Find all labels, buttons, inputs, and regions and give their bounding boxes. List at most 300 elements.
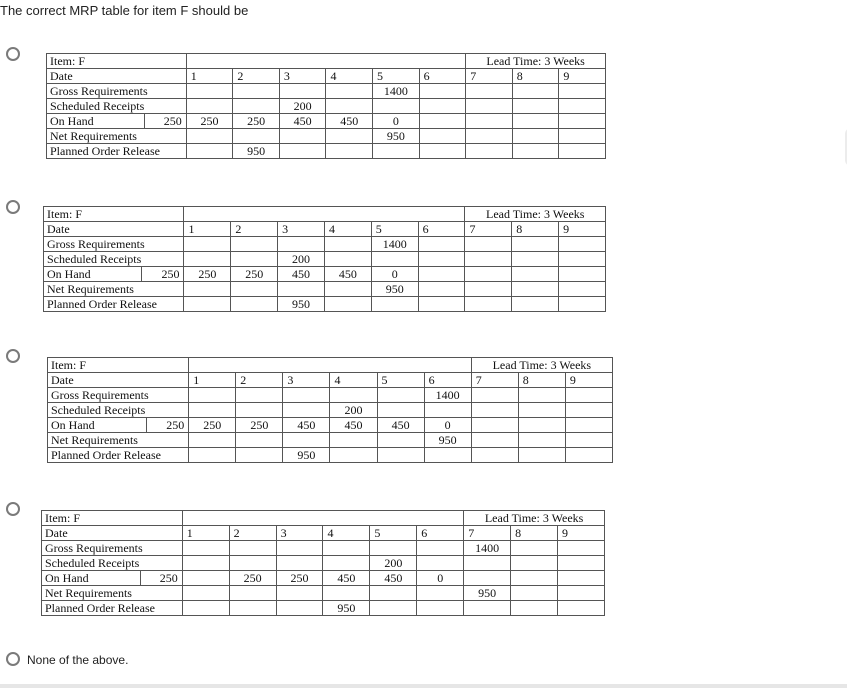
date-cell: 6 <box>424 373 471 388</box>
net-requirements-cell <box>184 282 231 297</box>
header-spacer <box>371 207 418 222</box>
date-cell: 7 <box>466 69 513 84</box>
planned-order-release-cell <box>184 297 231 312</box>
scheduled-receipts-cell <box>424 403 471 418</box>
on-hand-cell <box>465 267 512 282</box>
date-cell: 4 <box>323 526 370 541</box>
planned-order-release-cell <box>471 448 518 463</box>
net-requirements-label: Net Requirements <box>47 129 187 144</box>
scheduled-receipts-cell <box>182 556 229 571</box>
on-hand-cell <box>558 571 605 586</box>
net-requirements-cell <box>417 586 464 601</box>
date-cell: 3 <box>283 373 330 388</box>
gross-requirements-cell <box>182 541 229 556</box>
planned-order-release-cell <box>565 448 612 463</box>
net-requirements-cell <box>276 586 323 601</box>
option-2-radio[interactable] <box>6 200 20 214</box>
gross-requirements-cell <box>323 541 370 556</box>
scheduled-receipts-cell <box>512 99 559 114</box>
planned-order-release-cell <box>231 297 278 312</box>
header-spacer <box>184 207 231 222</box>
date-cell: 5 <box>371 222 418 237</box>
on-hand-cell: 450 <box>278 267 325 282</box>
scheduled-receipts-cell <box>558 556 605 571</box>
gross-requirements-cell <box>417 541 464 556</box>
gross-requirements-cell <box>283 388 330 403</box>
on-hand-initial: 250 <box>140 571 182 586</box>
net-requirements-row <box>48 433 613 448</box>
net-requirements-cell <box>278 282 325 297</box>
date-cell: 6 <box>418 222 465 237</box>
date-row <box>42 526 605 541</box>
scheduled-receipts-cell <box>559 252 606 267</box>
scheduled-receipts-cell <box>419 99 466 114</box>
mrp-table-3 <box>47 357 613 463</box>
net-requirements-cell <box>377 433 424 448</box>
item-label: Item: F <box>47 54 187 69</box>
gross-requirements-cell <box>326 84 373 99</box>
planned-order-release-cell <box>417 601 464 616</box>
planned-order-release-cell <box>511 601 558 616</box>
gross-requirements-label: Gross Requirements <box>44 237 184 252</box>
header-spacer <box>283 358 330 373</box>
date-cell: 3 <box>278 222 325 237</box>
header-spacer <box>229 511 276 526</box>
item-row <box>47 54 606 69</box>
header-spacer <box>370 511 417 526</box>
net-requirements-cell <box>512 282 559 297</box>
date-cell: 8 <box>518 373 565 388</box>
on-hand-row <box>42 571 605 586</box>
planned-order-release-cell <box>371 297 418 312</box>
date-label: Date <box>48 373 189 388</box>
scheduled-receipts-label: Scheduled Receipts <box>44 252 184 267</box>
scheduled-receipts-cell <box>464 556 511 571</box>
planned-order-release-label: Planned Order Release <box>42 601 183 616</box>
date-row <box>47 69 606 84</box>
gross-requirements-cell: 1400 <box>464 541 511 556</box>
header-spacer <box>231 207 278 222</box>
net-requirements-cell <box>465 282 512 297</box>
date-cell: 6 <box>419 69 466 84</box>
header-spacer <box>186 54 233 69</box>
mrp-table-2 <box>43 206 606 312</box>
on-hand-cell: 250 <box>233 114 280 129</box>
on-hand-cell: 450 <box>283 418 330 433</box>
gross-requirements-cell: 1400 <box>373 84 420 99</box>
on-hand-label: On Hand <box>48 418 147 433</box>
net-requirements-cell: 950 <box>464 586 511 601</box>
date-cell: 1 <box>184 222 231 237</box>
gross-requirements-cell <box>465 237 512 252</box>
gross-requirements-cell <box>419 84 466 99</box>
on-hand-row <box>47 114 606 129</box>
scheduled-receipts-label: Scheduled Receipts <box>42 556 183 571</box>
date-cell: 1 <box>186 69 233 84</box>
planned-order-release-label: Planned Order Release <box>47 144 187 159</box>
gross-requirements-cell <box>559 237 606 252</box>
on-hand-cell <box>419 114 466 129</box>
header-spacer <box>323 511 370 526</box>
header-spacer <box>326 54 373 69</box>
on-hand-cell: 450 <box>279 114 326 129</box>
net-requirements-cell <box>559 129 606 144</box>
gross-requirements-cell <box>229 541 276 556</box>
header-spacer <box>417 511 464 526</box>
planned-order-release-cell <box>373 144 420 159</box>
header-spacer <box>373 54 420 69</box>
planned-order-release-cell <box>189 448 236 463</box>
net-requirements-cell <box>559 282 606 297</box>
gross-requirements-cell: 1400 <box>371 237 418 252</box>
scheduled-receipts-cell: 200 <box>278 252 325 267</box>
lead-time-label: Lead Time: 3 Weeks <box>464 511 605 526</box>
scheduled-receipts-cell <box>418 252 465 267</box>
scheduled-receipts-cell: 200 <box>330 403 377 418</box>
gross-requirements-cell <box>330 388 377 403</box>
on-hand-label: On Hand <box>42 571 141 586</box>
date-cell: 7 <box>465 222 512 237</box>
scheduled-receipts-cell <box>377 403 424 418</box>
planned-order-release-cell <box>466 144 513 159</box>
net-requirements-cell <box>326 129 373 144</box>
on-hand-cell: 450 <box>330 418 377 433</box>
date-cell: 9 <box>559 69 606 84</box>
net-requirements-cell <box>323 586 370 601</box>
item-label: Item: F <box>44 207 184 222</box>
header-spacer <box>278 207 325 222</box>
date-cell: 1 <box>189 373 236 388</box>
on-hand-cell <box>182 571 229 586</box>
date-cell: 1 <box>182 526 229 541</box>
on-hand-cell <box>565 418 612 433</box>
gross-requirements-cell <box>278 237 325 252</box>
net-requirements-label: Net Requirements <box>42 586 183 601</box>
planned-order-release-label: Planned Order Release <box>44 297 184 312</box>
on-hand-cell: 0 <box>373 114 420 129</box>
header-spacer <box>236 358 283 373</box>
gross-requirements-label: Gross Requirements <box>48 388 189 403</box>
scheduled-receipts-row <box>47 99 606 114</box>
date-cell: 8 <box>511 526 558 541</box>
lead-time-label: Lead Time: 3 Weeks <box>471 358 612 373</box>
scheduled-receipts-cell <box>229 556 276 571</box>
on-hand-cell: 250 <box>186 114 233 129</box>
on-hand-row <box>44 267 606 282</box>
date-row <box>44 222 606 237</box>
scheduled-receipts-cell <box>276 556 323 571</box>
net-requirements-cell <box>330 433 377 448</box>
none-of-the-above-label: None of the above. <box>27 653 129 667</box>
net-requirements-row <box>42 586 605 601</box>
bottom-divider <box>0 684 847 688</box>
scheduled-receipts-cell <box>189 403 236 418</box>
scheduled-receipts-cell <box>186 99 233 114</box>
on-hand-cell: 250 <box>236 418 283 433</box>
planned-order-release-cell <box>326 144 373 159</box>
gross-requirements-cell <box>276 541 323 556</box>
planned-order-release-cell <box>276 601 323 616</box>
gross-requirements-label: Gross Requirements <box>42 541 183 556</box>
on-hand-cell <box>559 267 606 282</box>
gross-requirements-cell <box>565 388 612 403</box>
planned-order-release-cell <box>465 297 512 312</box>
gross-requirements-row <box>47 84 606 99</box>
gross-requirements-cell <box>233 84 280 99</box>
net-requirements-cell <box>512 129 559 144</box>
on-hand-cell: 250 <box>189 418 236 433</box>
planned-order-release-cell <box>464 601 511 616</box>
planned-order-release-cell <box>182 601 229 616</box>
date-cell: 7 <box>471 373 518 388</box>
on-hand-cell <box>518 418 565 433</box>
date-cell: 2 <box>231 222 278 237</box>
scheduled-receipts-cell <box>324 252 371 267</box>
date-cell: 4 <box>324 222 371 237</box>
date-label: Date <box>44 222 184 237</box>
date-label: Date <box>47 69 187 84</box>
scheduled-receipts-cell <box>512 252 559 267</box>
gross-requirements-cell <box>377 388 424 403</box>
planned-order-release-cell: 950 <box>233 144 280 159</box>
planned-order-release-cell <box>518 448 565 463</box>
on-hand-cell: 450 <box>370 571 417 586</box>
item-label: Item: F <box>48 358 189 373</box>
on-hand-cell: 450 <box>326 114 373 129</box>
date-cell: 8 <box>512 222 559 237</box>
gross-requirements-cell <box>184 237 231 252</box>
on-hand-label: On Hand <box>47 114 145 129</box>
option-5-radio[interactable] <box>6 652 20 666</box>
gross-requirements-row <box>42 541 605 556</box>
on-hand-row <box>48 418 613 433</box>
date-cell: 5 <box>377 373 424 388</box>
net-requirements-cell <box>565 433 612 448</box>
on-hand-cell <box>559 114 606 129</box>
planned-order-release-cell <box>418 297 465 312</box>
gross-requirements-cell <box>186 84 233 99</box>
gross-requirements-cell <box>418 237 465 252</box>
option-1-radio[interactable] <box>6 47 20 61</box>
scheduled-receipts-cell <box>471 403 518 418</box>
on-hand-cell: 0 <box>417 571 464 586</box>
scheduled-receipts-cell <box>518 403 565 418</box>
lead-time-label: Lead Time: 3 Weeks <box>466 54 606 69</box>
scheduled-receipts-cell: 200 <box>279 99 326 114</box>
lead-time-label: Lead Time: 3 Weeks <box>465 207 606 222</box>
planned-order-release-cell <box>229 601 276 616</box>
header-spacer <box>189 358 236 373</box>
header-spacer <box>279 54 326 69</box>
item-row <box>42 511 605 526</box>
on-hand-cell: 450 <box>323 571 370 586</box>
header-spacer <box>233 54 280 69</box>
planned-order-release-cell <box>370 601 417 616</box>
on-hand-cell: 250 <box>276 571 323 586</box>
planned-order-release-cell <box>330 448 377 463</box>
net-requirements-row <box>44 282 606 297</box>
on-hand-cell <box>512 114 559 129</box>
date-cell: 8 <box>512 69 559 84</box>
gross-requirements-cell <box>370 541 417 556</box>
option-3-radio[interactable] <box>6 349 20 363</box>
planned-order-release-cell <box>559 297 606 312</box>
header-spacer <box>424 358 471 373</box>
net-requirements-cell <box>189 433 236 448</box>
scheduled-receipts-cell <box>466 99 513 114</box>
on-hand-initial: 250 <box>142 267 184 282</box>
planned-order-release-cell <box>236 448 283 463</box>
gross-requirements-cell <box>231 237 278 252</box>
planned-order-release-cell <box>424 448 471 463</box>
item-label: Item: F <box>42 511 183 526</box>
header-spacer <box>330 358 377 373</box>
header-spacer <box>419 54 466 69</box>
gross-requirements-cell <box>558 541 605 556</box>
planned-order-release-label: Planned Order Release <box>48 448 189 463</box>
mrp-table-1 <box>46 53 606 159</box>
on-hand-cell <box>471 418 518 433</box>
gross-requirements-cell <box>512 84 559 99</box>
net-requirements-cell: 950 <box>371 282 418 297</box>
net-requirements-cell <box>370 586 417 601</box>
scheduled-receipts-cell <box>283 403 330 418</box>
net-requirements-row <box>47 129 606 144</box>
net-requirements-cell: 950 <box>373 129 420 144</box>
net-requirements-cell <box>229 586 276 601</box>
date-cell: 9 <box>565 373 612 388</box>
date-cell: 7 <box>464 526 511 541</box>
gross-requirements-cell <box>518 388 565 403</box>
planned-order-release-cell <box>279 144 326 159</box>
on-hand-cell <box>466 114 513 129</box>
net-requirements-cell <box>324 282 371 297</box>
date-cell: 2 <box>236 373 283 388</box>
planned-order-release-cell <box>512 144 559 159</box>
on-hand-label: On Hand <box>44 267 142 282</box>
gross-requirements-cell <box>511 541 558 556</box>
header-spacer <box>324 207 371 222</box>
net-requirements-cell <box>558 586 605 601</box>
scheduled-receipts-row <box>44 252 606 267</box>
date-label: Date <box>42 526 183 541</box>
on-hand-cell <box>511 571 558 586</box>
on-hand-cell: 0 <box>424 418 471 433</box>
item-row <box>48 358 613 373</box>
net-requirements-cell <box>518 433 565 448</box>
net-requirements-cell <box>236 433 283 448</box>
date-cell: 4 <box>326 69 373 84</box>
on-hand-initial: 250 <box>146 418 188 433</box>
scheduled-receipts-cell <box>184 252 231 267</box>
on-hand-initial: 250 <box>144 114 186 129</box>
date-cell: 6 <box>417 526 464 541</box>
planned-order-release-cell <box>377 448 424 463</box>
scheduled-receipts-cell <box>373 99 420 114</box>
on-hand-cell: 0 <box>371 267 418 282</box>
net-requirements-cell <box>186 129 233 144</box>
planned-order-release-cell: 950 <box>278 297 325 312</box>
planned-order-release-cell: 950 <box>323 601 370 616</box>
scheduled-receipts-cell <box>233 99 280 114</box>
date-cell: 2 <box>233 69 280 84</box>
planned-order-release-cell <box>558 601 605 616</box>
date-cell: 5 <box>370 526 417 541</box>
date-cell: 5 <box>373 69 420 84</box>
scheduled-receipts-cell <box>565 403 612 418</box>
planned-order-release-row <box>44 297 606 312</box>
mrp-table-4 <box>41 510 605 616</box>
net-requirements-label: Net Requirements <box>44 282 184 297</box>
on-hand-cell: 250 <box>229 571 276 586</box>
gross-requirements-cell <box>236 388 283 403</box>
scheduled-receipts-cell <box>511 556 558 571</box>
on-hand-cell <box>418 267 465 282</box>
scheduled-receipts-cell <box>417 556 464 571</box>
planned-order-release-cell <box>559 144 606 159</box>
planned-order-release-cell <box>324 297 371 312</box>
header-spacer <box>276 511 323 526</box>
on-hand-cell: 450 <box>377 418 424 433</box>
on-hand-cell <box>512 267 559 282</box>
gross-requirements-row <box>48 388 613 403</box>
scheduled-receipts-cell: 200 <box>370 556 417 571</box>
scheduled-receipts-cell <box>371 252 418 267</box>
net-requirements-cell <box>233 129 280 144</box>
net-requirements-cell <box>418 282 465 297</box>
scheduled-receipts-cell <box>231 252 278 267</box>
header-spacer <box>418 207 465 222</box>
net-requirements-cell <box>283 433 330 448</box>
date-cell: 2 <box>229 526 276 541</box>
gross-requirements-row <box>44 237 606 252</box>
scheduled-receipts-cell <box>323 556 370 571</box>
date-cell: 9 <box>558 526 605 541</box>
on-hand-cell: 450 <box>324 267 371 282</box>
scheduled-receipts-cell <box>465 252 512 267</box>
scheduled-receipts-cell <box>559 99 606 114</box>
gross-requirements-cell <box>189 388 236 403</box>
planned-order-release-cell <box>186 144 233 159</box>
on-hand-cell <box>464 571 511 586</box>
net-requirements-cell: 950 <box>424 433 471 448</box>
planned-order-release-cell: 950 <box>283 448 330 463</box>
date-cell: 3 <box>276 526 323 541</box>
gross-requirements-cell: 1400 <box>424 388 471 403</box>
date-cell: 9 <box>559 222 606 237</box>
gross-requirements-cell <box>559 84 606 99</box>
net-requirements-cell <box>279 129 326 144</box>
scheduled-receipts-label: Scheduled Receipts <box>47 99 187 114</box>
date-cell: 3 <box>279 69 326 84</box>
option-4-radio[interactable] <box>6 502 20 516</box>
gross-requirements-cell <box>324 237 371 252</box>
net-requirements-cell <box>419 129 466 144</box>
scheduled-receipts-cell <box>326 99 373 114</box>
scheduled-receipts-label: Scheduled Receipts <box>48 403 189 418</box>
net-requirements-label: Net Requirements <box>48 433 189 448</box>
net-requirements-cell <box>231 282 278 297</box>
gross-requirements-cell <box>466 84 513 99</box>
net-requirements-cell <box>466 129 513 144</box>
item-row <box>44 207 606 222</box>
planned-order-release-cell <box>419 144 466 159</box>
scheduled-receipts-row <box>48 403 613 418</box>
on-hand-cell: 250 <box>231 267 278 282</box>
net-requirements-cell <box>182 586 229 601</box>
planned-order-release-row <box>48 448 613 463</box>
date-cell: 4 <box>330 373 377 388</box>
